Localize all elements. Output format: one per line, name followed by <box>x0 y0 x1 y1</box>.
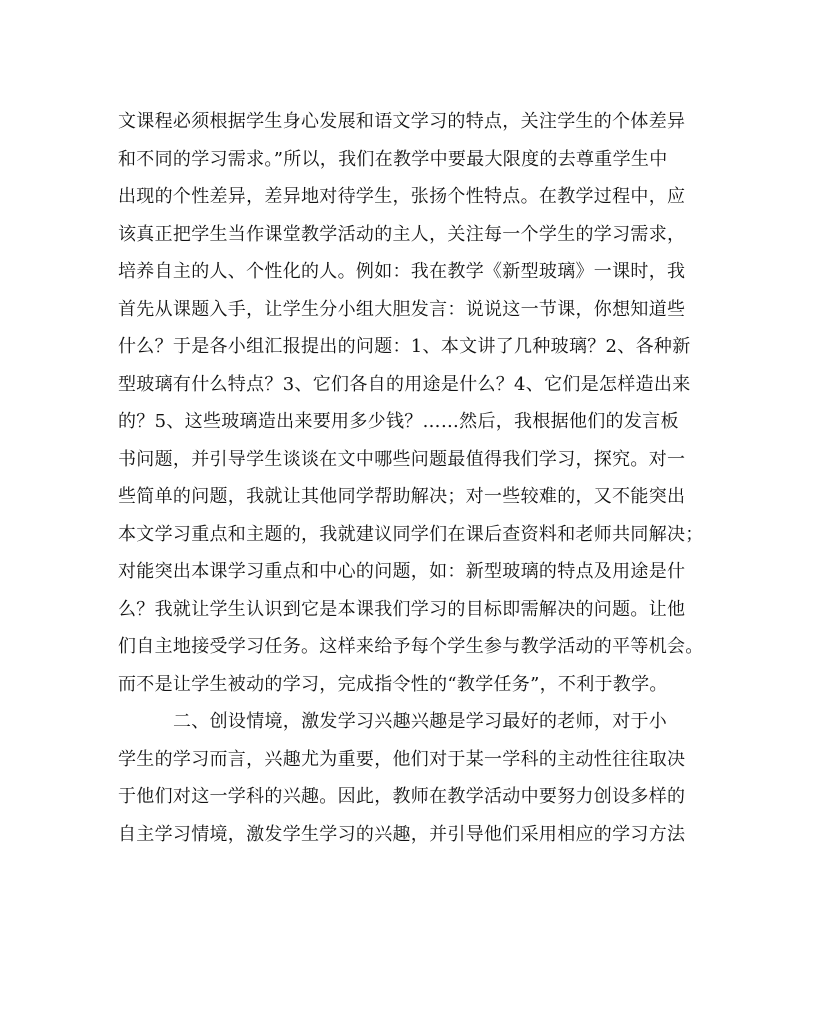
text-line: 么？我就让学生认识到它是本课我们学习的目标即需解决的问题。让他 <box>118 598 686 620</box>
text-line: 对能突出本课学习重点和中心的问题，如：新型玻璃的特点及用途是什 <box>118 561 686 582</box>
text-line: 的？5、这些玻璃造出来要用多少钱？……然后，我根据他们的发言板 <box>118 411 679 432</box>
text-line: 出现的个性差异，差异地对待学生，张扬个性特点。在教学过程中，应 <box>118 186 686 207</box>
text-line: 该真正把学生当作课堂教学活动的主人，关注每一个学生的学习需求， <box>118 223 686 245</box>
text-line: 首先从课题入手，让学生分小组大胆发言：说说这一节课，你想知道些 <box>118 298 686 320</box>
body-text <box>118 103 704 853</box>
text-line: 什么？于是各小组汇报提出的问题：1、本文讲了几种玻璃？2、各种新 <box>118 336 691 357</box>
text-line: 本文学习重点和主题的，我就建议同学们在课后查资料和老师共同解决； <box>118 523 704 545</box>
text-line: 自主学习情境，激发学生学习的兴趣，并引导他们采用相应的学习方法 <box>118 823 686 845</box>
text-line: 培养自主的人、个性化的人。例如：我在教学《新型玻璃》一课时，我 <box>118 261 686 282</box>
text-line: 和不同的学习需求。”所以，我们在教学中要最大限度的去尊重学生中 <box>118 148 668 170</box>
text-line: 文课程必须根据学生身心发展和语文学习的特点，关注学生的个体差异 <box>118 111 686 132</box>
text-line: 学生的学习而言，兴趣尤为重要，他们对于某一学科的主动性往往取决 <box>118 748 686 770</box>
text-line: 型玻璃有什么特点？3、它们各自的用途是什么？4、它们是怎样造出来 <box>118 373 691 395</box>
text-line: 些简单的问题，我就让其他同学帮助解决；对一些较难的，又不能突出 <box>118 486 686 507</box>
text-line: 书问题，并引导学生谈谈在文中哪些问题最值得我们学习，探究。对一 <box>118 448 686 470</box>
section-heading-line: 二、创设情境，激发学习兴趣兴趣是学习最好的老师，对于小 <box>173 711 668 732</box>
text-line: 而不是让学生被动的学习，完成指令性的“教学任务”，不利于教学。 <box>118 673 668 695</box>
text-line: 于他们对这一学科的兴趣。因此，教师在教学活动中要努力创设多样的 <box>118 786 686 807</box>
text-line: 们自主地接受学习任务。这样来给予每个学生参与教学活动的平等机会。 <box>118 636 704 657</box>
